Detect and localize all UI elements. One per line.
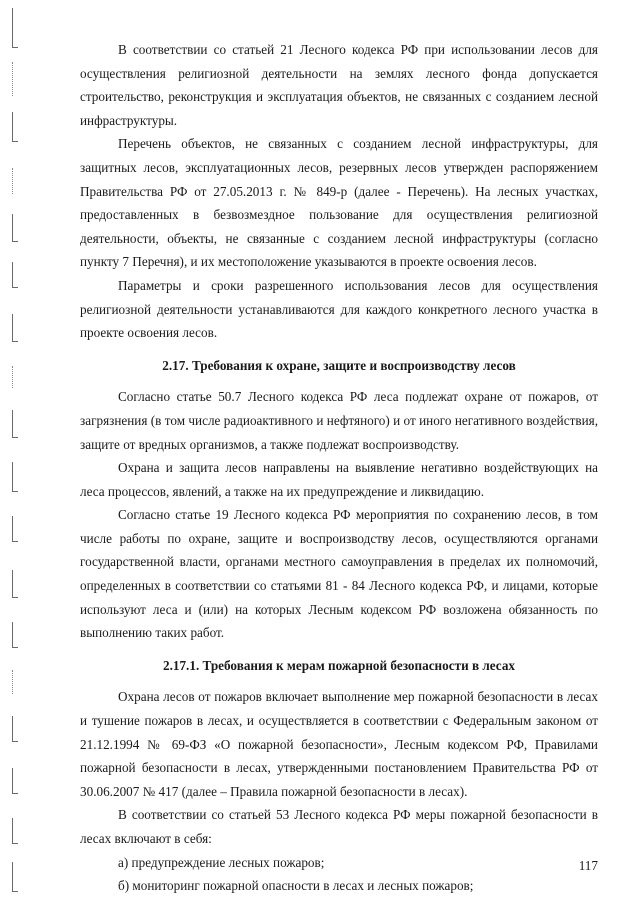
edge-mark (12, 516, 13, 542)
edge-mark (12, 62, 13, 96)
paragraph: В соответствии со статьей 53 Лесного кодекса РФ меры пожарной безопасности в лесах включают в себя: (80, 807, 598, 846)
document-body (80, 38, 598, 898)
edge-mark (12, 262, 13, 288)
edge-mark (12, 366, 13, 388)
paragraph: Охрана лесов от пожаров включает выполнение мер пожарной безопасности в лесах и тушение пожаров в лесах, и осуществляется в соответствии с Федеральным законом от 21.12.1994 № 69-ФЗ «О пожарной безопасности», Лесным кодексом РФ, Правилами пожарной безопасности в лесах, утвержденными постановлением Правительства РФ от 30.06.2007 № 417 (далее – Правила пожарной безопасности в лесах). (80, 689, 598, 799)
edge-mark (12, 168, 13, 194)
paragraph: Согласно статье 50.7 Лесного кодекса РФ леса подлежат охране от пожаров, от загрязнения (в том числе радиоактивного и нефтяного) и от иного негативного воздействия, защите от вредных организмов, а также подлежат воспроизводству. (80, 389, 598, 452)
edge-mark (12, 314, 13, 342)
edge-mark (12, 8, 13, 48)
paragraph: Параметры и сроки разрешенного использования лесов для осуществления религиозной деятельности устанавливаются для каждого конкретного лесного участка в проекте освоения лесов. (80, 277, 598, 341)
list-item: а) предупреждение лесных пожаров; (118, 854, 325, 870)
paragraph: Согласно статье 19 Лесного кодекса РФ мероприятия по сохранению лесов, в том числе работы по охране, защите и воспроизводству лесов, осуществляются органами государственной власти, органами местного самоуправления в пределах их полномочий, определенных в соответствии со статьями 81 - 84 Лесного кодекса РФ, и лицами, которые используют леса и (или) на которых Лесным кодексом РФ возложена обязанность по выполнению таких работ. (80, 507, 598, 641)
edge-mark (12, 462, 13, 492)
edge-mark (12, 670, 13, 694)
section-heading: 2.17. Требования к охране, защите и воспроизводству лесов (162, 357, 516, 373)
edge-mark (12, 716, 13, 742)
edge-mark (12, 410, 13, 438)
edge-mark (12, 622, 13, 648)
edge-mark (12, 214, 13, 242)
edge-mark (12, 112, 13, 142)
list-item: б) мониторинг пожарной опасности в лесах и лесных пожаров; (118, 878, 474, 894)
edge-mark (12, 862, 13, 892)
subsection-heading: 2.17.1. Требования к мерам пожарной безопасности в лесах (162, 657, 516, 673)
scan-edge-marks (0, 0, 30, 905)
paragraph: В соответствии со статьей 21 Лесного кодекса РФ при использовании лесов для осуществления религиозной деятельности на землях лесного фонда допускается строительство, реконструкция и эксплуатация объектов, не связанных с созданием лесной инфраструктуры. (80, 42, 598, 128)
edge-mark (12, 570, 13, 598)
edge-mark (12, 818, 13, 844)
paragraph: Перечень объектов, не связанных с созданием лесной инфраструктуры, для защитных лесов, эксплуатационных лесов, резервных лесов утвержден распоряжением Правительства РФ от 27.05.2013 г. № 849-р (далее - Перечень). На лесных участках, предоставленных в безвозмездное пользование для осуществления религиозной деятельности, объекты, не связанные с созданием лесной инфраструктуры (согласно пункту 7 Перечня), и их местоположение указываются в проекте освоения лесов. (80, 136, 598, 270)
paragraph: Охрана и защита лесов направлены на выявление негативно воздействующих на леса процессов, явлений, а также на их предупреждение и ликвидацию. (80, 460, 598, 499)
edge-mark (12, 768, 13, 794)
page-number: 117 (578, 858, 598, 873)
